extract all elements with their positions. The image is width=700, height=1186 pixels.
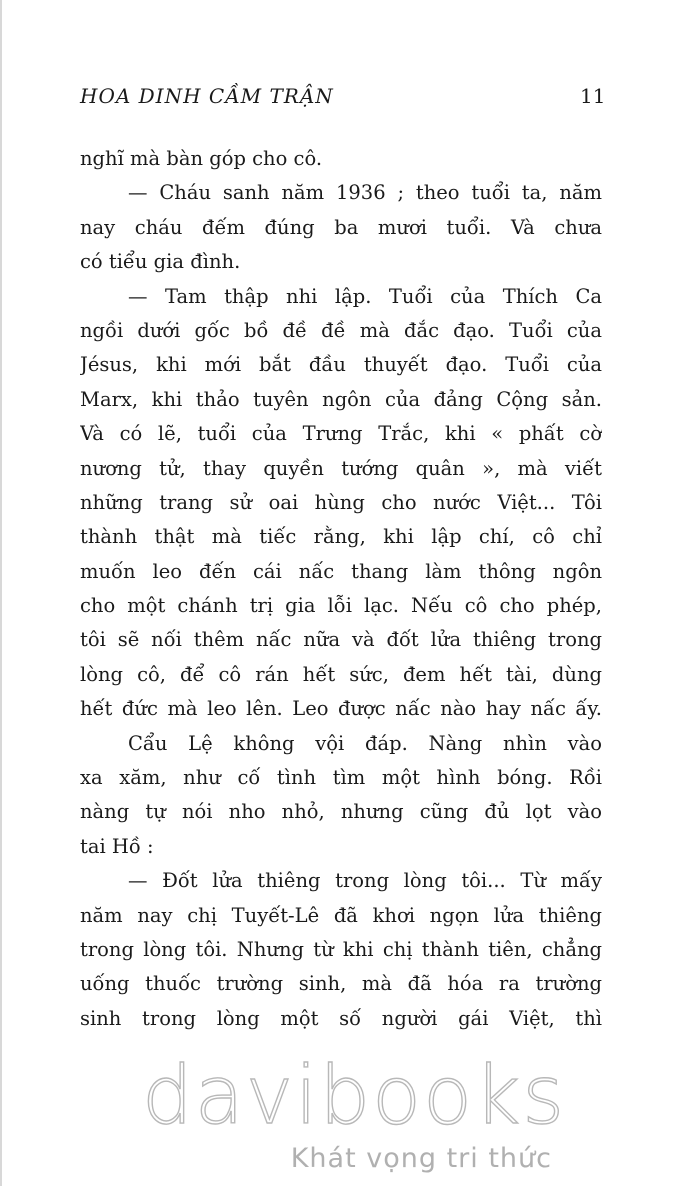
text-line: những trang sử oai hùng cho nước Việt... Tôi	[80, 490, 602, 514]
text-line: nàng tự nói nho nhỏ, nhưng cũng đủ lọt vào	[80, 800, 602, 824]
text-line: hết đức mà leo lên. Leo được nấc nào hay nấc ấy.	[80, 697, 602, 721]
watermark-tagline: Khát vọng tri thức	[290, 1143, 552, 1174]
body-text	[80, 142, 602, 1036]
text-line: Jésus, khi mới bắt đầu thuyết đạo. Tuổi của	[80, 353, 602, 377]
text-line: nghĩ mà bàn góp cho cô.	[80, 147, 323, 170]
running-title: HOA DINH CẦM TRẬN	[80, 84, 334, 108]
text-line: nương tử, thay quyền tướng quân », mà viết	[80, 456, 602, 480]
text-line: — Đốt lửa thiêng trong lòng tôi... Từ mấy	[128, 869, 602, 893]
text-line: muốn leo đến cái nấc thang làm thông ngôn	[80, 559, 602, 583]
text-line: — Cháu sanh năm 1936 ; theo tuổi ta, năm	[128, 181, 602, 205]
text-line: xa xăm, như cố tình tìm một hình bóng. Rồi	[80, 766, 602, 790]
text-line: — Tam thập nhi lập. Tuổi của Thích Ca	[128, 284, 602, 308]
text-line: trong lòng tôi. Nhưng từ khi chị thành tiên, chẳng	[80, 937, 602, 961]
text-line: Và có lẽ, tuổi của Trưng Trắc, khi « phất cờ	[80, 422, 602, 446]
text-line: Marx, khi thảo tuyên ngôn của đảng Cộng sản.	[80, 387, 602, 411]
text-line: Cẩu Lệ không vội đáp. Nàng nhìn vào	[128, 731, 602, 755]
text-line: có tiểu gia đình.	[80, 250, 241, 274]
text-line: ngồi dưới gốc bồ đề đề mà đắc đạo. Tuổi của	[80, 318, 602, 342]
text-line: tôi sẽ nối thêm nấc nữa và đốt lửa thiêng trong	[80, 628, 602, 652]
page-edge	[0, 0, 2, 1186]
text-line: tai Hồ :	[80, 834, 154, 858]
text-line: thành thật mà tiếc rằng, khi lập chí, cô chỉ	[80, 525, 602, 549]
page-number: 11	[580, 84, 606, 108]
text-line: uống thuốc trường sinh, mà đã hóa ra trường	[80, 972, 602, 996]
text-line: lòng cô, để cô rán hết sức, đem hết tài, dùng	[80, 662, 602, 686]
watermark-brand: davibooks	[142, 1049, 567, 1142]
text-line: năm nay chị Tuyết-Lê đã khơi ngọn lửa thiêng	[80, 903, 602, 927]
watermark	[142, 1049, 567, 1176]
text-line: sinh trong lòng một số người gái Việt, thì	[80, 1006, 602, 1030]
text-line: nay cháu đếm đúng ba mươi tuổi. Và chưa	[80, 215, 602, 239]
text-line: cho một chánh trị gia lỗi lạc. Nếu cô cho phép,	[80, 594, 602, 618]
